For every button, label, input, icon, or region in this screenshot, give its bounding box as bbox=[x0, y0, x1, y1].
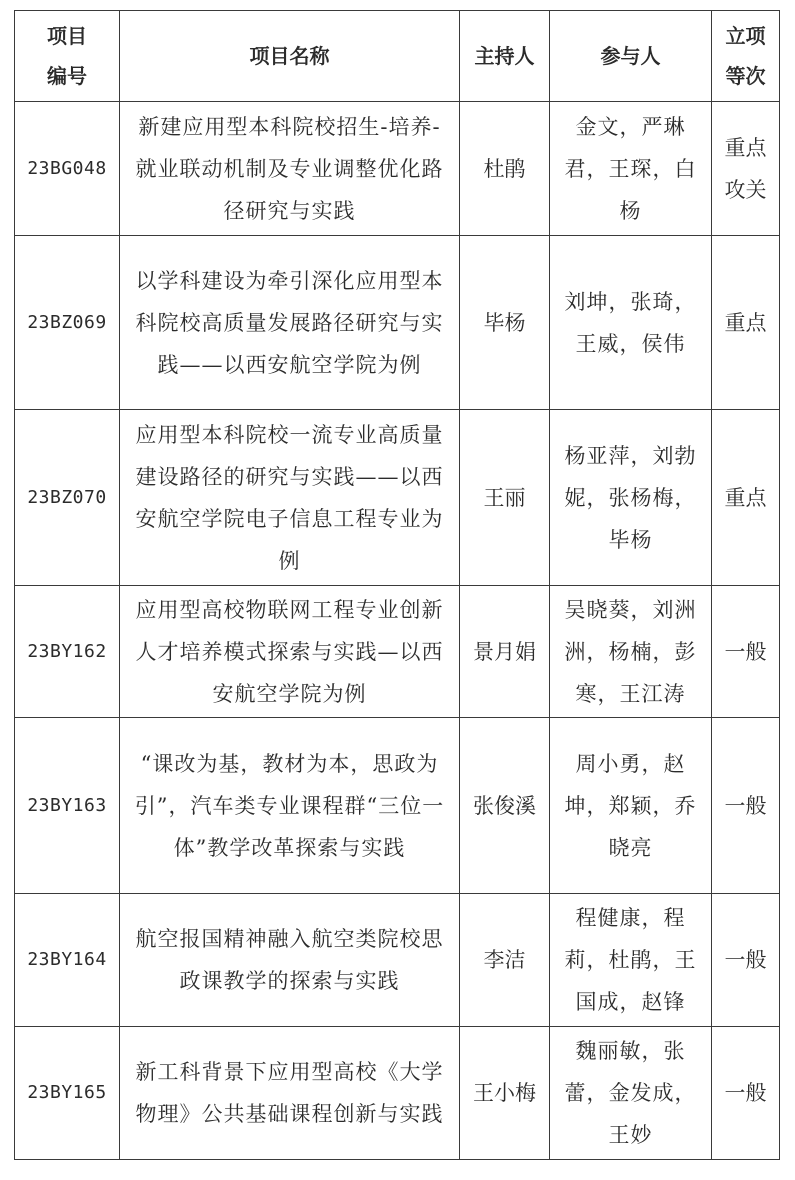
table-row bbox=[15, 102, 780, 236]
table-row bbox=[15, 718, 780, 894]
project-name: 航空报国精神融入航空类院校思政课教学的探索与实践 bbox=[120, 894, 460, 1027]
table-row bbox=[15, 586, 780, 718]
table-row bbox=[15, 1027, 780, 1160]
project-host: 王小梅 bbox=[460, 1027, 550, 1160]
header-code: 项目编号 bbox=[15, 11, 120, 102]
project-name: 应用型高校物联网工程专业创新人才培养模式探索与实践—以西安航空学院为例 bbox=[120, 586, 460, 718]
project-level: 一般 bbox=[712, 586, 780, 718]
project-members: 金文，严琳君，王琛，白杨 bbox=[550, 102, 712, 236]
project-code: 23BZ069 bbox=[15, 236, 120, 410]
header-name: 项目名称 bbox=[120, 11, 460, 102]
project-name: “课改为基，教材为本，思政为引”，汽车类专业课程群“三位一体”教学改革探索与实践 bbox=[120, 718, 460, 894]
project-code: 23BG048 bbox=[15, 102, 120, 236]
project-members: 吴晓葵，刘洲洲，杨楠，彭寒，王江涛 bbox=[550, 586, 712, 718]
project-code: 23BY163 bbox=[15, 718, 120, 894]
header-members: 参与人 bbox=[550, 11, 712, 102]
project-level: 重点 bbox=[712, 410, 780, 586]
project-members: 魏丽敏，张蕾，金发成，王妙 bbox=[550, 1027, 712, 1160]
project-name: 应用型本科院校一流专业高质量建设路径的研究与实践——以西安航空学院电子信息工程专业为例 bbox=[120, 410, 460, 586]
project-members: 周小勇，赵坤，郑颖，乔晓亮 bbox=[550, 718, 712, 894]
project-host: 杜鹃 bbox=[460, 102, 550, 236]
project-host: 王丽 bbox=[460, 410, 550, 586]
project-members: 杨亚萍，刘勃妮，张杨梅，毕杨 bbox=[550, 410, 712, 586]
project-host: 张俊溪 bbox=[460, 718, 550, 894]
table-row bbox=[15, 410, 780, 586]
project-level: 一般 bbox=[712, 894, 780, 1027]
project-code: 23BY165 bbox=[15, 1027, 120, 1160]
project-code: 23BY164 bbox=[15, 894, 120, 1027]
header-host: 主持人 bbox=[460, 11, 550, 102]
project-host: 毕杨 bbox=[460, 236, 550, 410]
table-header-row bbox=[15, 11, 780, 102]
header-level: 立项等次 bbox=[712, 11, 780, 102]
project-members: 刘坤，张琦，王威，侯伟 bbox=[550, 236, 712, 410]
project-name: 新工科背景下应用型高校《大学物理》公共基础课程创新与实践 bbox=[120, 1027, 460, 1160]
table-row bbox=[15, 236, 780, 410]
project-table bbox=[14, 10, 780, 1160]
project-code: 23BY162 bbox=[15, 586, 120, 718]
project-name: 以学科建设为牵引深化应用型本科院校高质量发展路径研究与实践——以西安航空学院为例 bbox=[120, 236, 460, 410]
project-level: 一般 bbox=[712, 718, 780, 894]
project-level: 重点 bbox=[712, 236, 780, 410]
project-host: 李洁 bbox=[460, 894, 550, 1027]
project-level: 重点攻关 bbox=[712, 102, 780, 236]
project-name: 新建应用型本科院校招生-培养-就业联动机制及专业调整优化路径研究与实践 bbox=[120, 102, 460, 236]
project-members: 程健康，程莉，杜鹃，王国成，赵锋 bbox=[550, 894, 712, 1027]
project-host: 景月娟 bbox=[460, 586, 550, 718]
table-row bbox=[15, 894, 780, 1027]
project-code: 23BZ070 bbox=[15, 410, 120, 586]
project-level: 一般 bbox=[712, 1027, 780, 1160]
